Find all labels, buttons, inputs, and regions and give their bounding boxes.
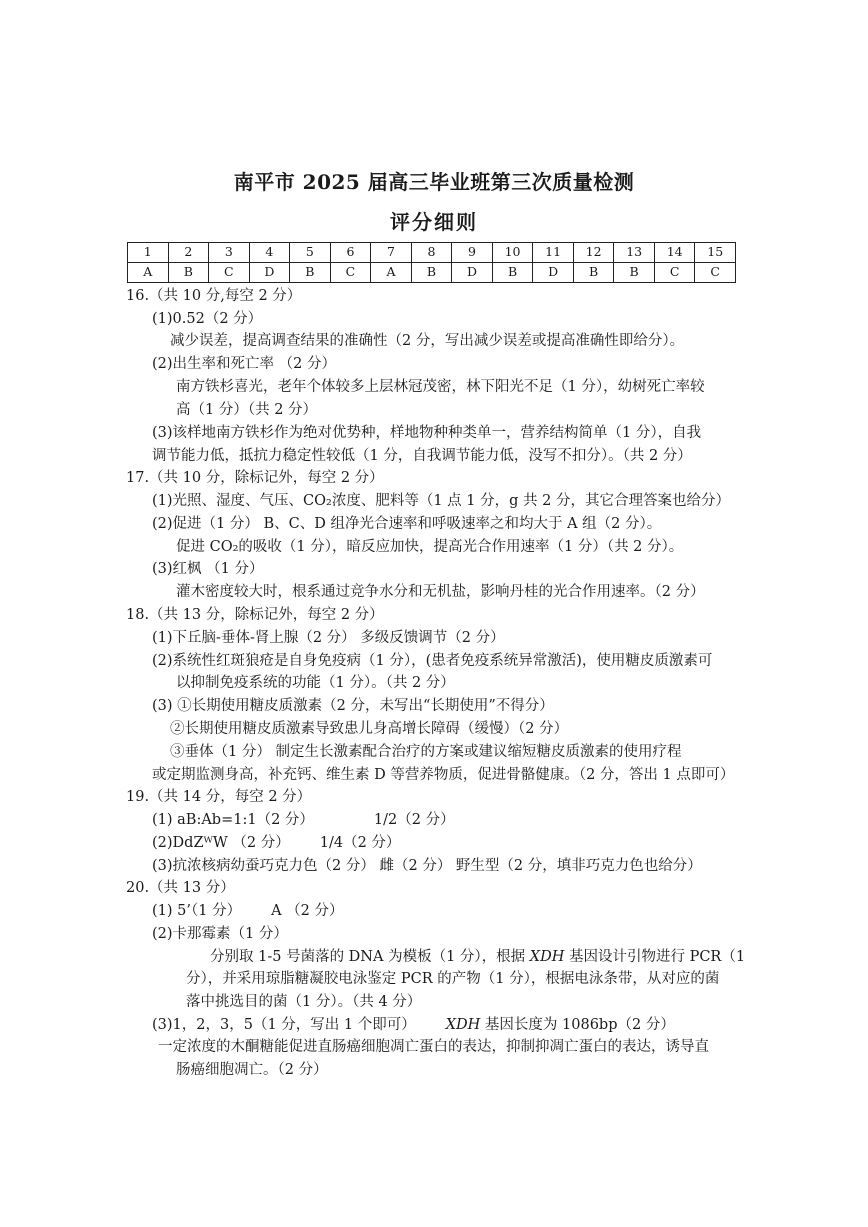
answer-cell: B — [614, 263, 655, 283]
answer-cell: A — [128, 263, 169, 283]
q18-line: 或定期监测身高，补充钙、维生素 D 等营养物质，促进骨骼健康。（2 分，答出 1 点即可） — [152, 767, 735, 783]
question-number-cell: 15 — [695, 243, 736, 263]
question-number-cell: 12 — [573, 243, 614, 263]
answer-cell: A — [371, 263, 412, 283]
answer-cell: C — [330, 263, 371, 283]
q16-line: 南方铁杉喜光，老年个体较多上层林冠茂密，林下阳光不足（1 分），幼树死亡率较 — [176, 379, 705, 395]
answer-cell: C — [695, 263, 736, 283]
question-number-cell: 2 — [168, 243, 209, 263]
question-number-cell: 7 — [371, 243, 412, 263]
question-number-cell: 10 — [492, 243, 533, 263]
q16-line: (3)该样地南方铁杉作为绝对优势种，样地物种种类单一，营养结构简单（1 分），自我 — [152, 425, 702, 441]
q20-answer-1b: A （2 分） — [271, 903, 344, 919]
q19-line — [152, 836, 400, 851]
answer-table — [127, 242, 736, 283]
answer-table-number-row — [128, 243, 736, 263]
q18-line: ③垂体（1 分） 制定生长激素配合治疗的方案或建议缩短糖皮质激素的使用疗程 — [170, 744, 682, 760]
q20-line: (2)卡那霉素（1 分） — [152, 926, 288, 942]
q20-line — [152, 1018, 675, 1033]
q20-line — [152, 904, 344, 919]
q20-answer-3b: 基因长度为 1086bp（2 分） — [480, 1017, 675, 1033]
q19-line: (3)抗浓核病幼蚕巧克力色（2 分） 雌（2 分） 野生型（2 分，填非巧克力色也给分） — [152, 858, 702, 874]
q20-line — [210, 950, 745, 965]
q18-line: 以抑制免疫系统的功能（1 分）。（共 2 分） — [176, 675, 455, 691]
q19-answer-1a: (1) aB:Ab=1:1（2 分） — [152, 812, 314, 828]
gene-name: XDH — [445, 1017, 481, 1033]
q18-line: (2)系统性红斑狼疮是自身免疫病（1 分），(患者免疫系统异常激活)，使用糖皮质激素可 — [152, 653, 713, 669]
q17-line: 灌木密度较大时，根系通过竞争水分和无机盐，影响丹桂的光合作用速率。（2 分） — [176, 584, 705, 600]
q20-answer-3a: (3)1，2，3，5（1 分，写出 1 个即可） — [152, 1017, 416, 1033]
question-number-cell: 3 — [209, 243, 250, 263]
question-number-cell: 9 — [452, 243, 493, 263]
q20-answer-1a: (1) 5’（1 分） — [152, 903, 242, 919]
q17-line: (3)红枫 （1 分） — [152, 561, 264, 577]
q18-line: (1)下丘脑-垂体-肾上腺（2 分） 多级反馈调节（2 分） — [152, 630, 505, 646]
answer-cell: D — [452, 263, 493, 283]
question-number-cell: 5 — [290, 243, 331, 263]
page-subtitle: 评分细则 — [390, 210, 478, 234]
q17-line: (2)促进（1 分） B、C、D 组净光合速率和呼吸速率之和均大于 A 组（2 分）。 — [152, 516, 662, 532]
answer-cell: B — [290, 263, 331, 283]
answer-cell: B — [411, 263, 452, 283]
answer-cell: B — [492, 263, 533, 283]
page-title: 南平市 2025 届高三毕业班第三次质量检测 — [233, 170, 635, 194]
q20-line: 分），并采用琼脂糖凝胶电泳鉴定 PCR 的产物（1 分），根据电泳条带，从对应的菌 — [186, 971, 720, 987]
q20-text: 分别取 1-5 号菌落的 DNA 为模板（1 分），根据 — [210, 949, 530, 965]
q18-line: (3) ①长期使用糖皮质激素（2 分，未写出“长期使用”不得分） — [152, 698, 554, 714]
q16-line: 调节能力低，抵抗力稳定性较低（1 分，自我调节能力低，没写不扣分）。（共 2 分） — [152, 448, 692, 464]
q17-line: (1)光照、湿度、气压、CO₂浓度、肥料等（1 点 1 分，g 共 2 分，其它合理答案也给分） — [152, 493, 730, 509]
q19-answer-2b: 1/4（2 分） — [319, 835, 401, 851]
q18-line: ②长期使用糖皮质激素导致患儿身高增长障碍（缓慢）（2 分） — [170, 721, 569, 737]
question-number-cell: 4 — [249, 243, 290, 263]
q19-answer-1b: 1/2（2 分） — [373, 812, 455, 828]
answer-cell: B — [573, 263, 614, 283]
q16-line: 减少误差，提高调查结果的准确性（2 分，写出减少误差或提高准确性即给分）。 — [170, 333, 685, 349]
question-number-cell: 14 — [654, 243, 695, 263]
q20-heading: 20.（共 13 分） — [126, 880, 235, 896]
q19-heading: 19.（共 14 分，每空 2 分） — [126, 789, 312, 805]
question-number-cell: 1 — [128, 243, 169, 263]
answer-cell: B — [168, 263, 209, 283]
q19-line — [152, 813, 455, 828]
answer-cell: C — [654, 263, 695, 283]
answer-cell: C — [209, 263, 250, 283]
q16-line: 高（1 分）（共 2 分） — [176, 402, 318, 418]
gene-name: XDH — [529, 949, 565, 965]
q16-heading: 16.（共 10 分,每空 2 分） — [126, 288, 302, 304]
q20-line: 落中挑选目的菌（1 分）。（共 4 分） — [186, 994, 422, 1010]
answer-cell: D — [533, 263, 574, 283]
q19-answer-2a: (2)DdZᵂW （2 分） — [152, 835, 290, 851]
q20-line: 肠癌细胞凋亡。（2 分） — [176, 1062, 328, 1078]
q16-line: (1)0.52（2 分） — [152, 311, 263, 327]
question-number-cell: 8 — [411, 243, 452, 263]
q17-line: 促进 CO₂的吸收（1 分），暗反应加快，提高光合作用速率（1 分）（共 2 分）。 — [176, 539, 684, 555]
q20-line: 一定浓度的木酮糖能促进直肠癌细胞凋亡蛋白的表达，抑制抑凋亡蛋白的表达，诱导直 — [158, 1039, 709, 1055]
q20-text: 基因设计引物进行 PCR（1 — [564, 949, 746, 965]
q17-heading: 17.（共 10 分，除标记外，每空 2 分） — [126, 470, 384, 486]
question-number-cell: 6 — [330, 243, 371, 263]
question-number-cell: 13 — [614, 243, 655, 263]
q16-line: (2)出生率和死亡率 （2 分） — [152, 356, 336, 372]
answer-cell: D — [249, 263, 290, 283]
q18-heading: 18.（共 13 分，除标记外，每空 2 分） — [126, 607, 384, 623]
answer-table-answer-row — [128, 263, 736, 283]
question-number-cell: 11 — [533, 243, 574, 263]
